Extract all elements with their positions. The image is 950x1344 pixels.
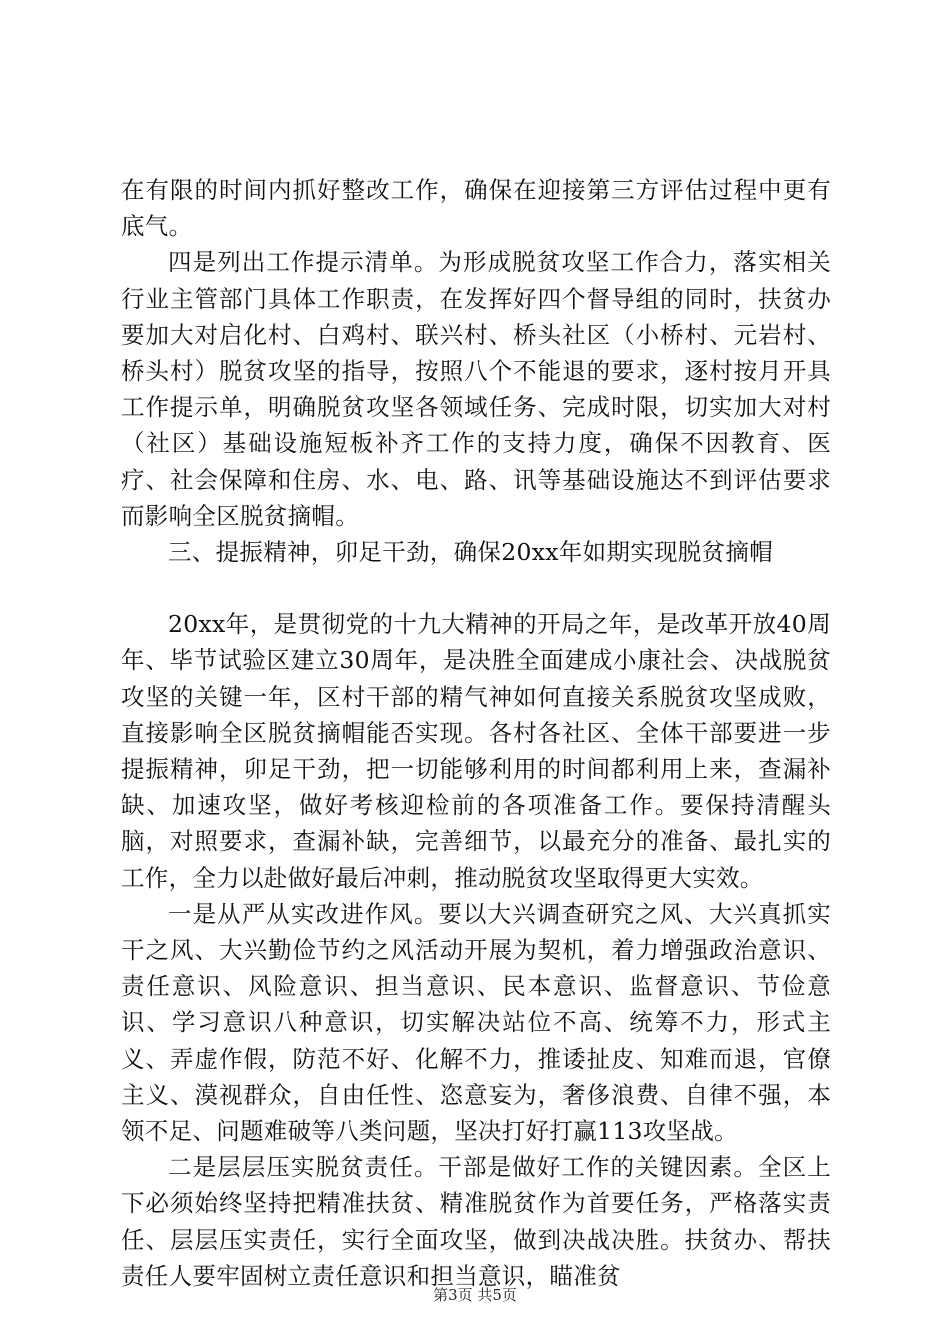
document-body [121,172,831,1294]
section-heading-three: 三、提振精神，卯足干劲，确保20xx年如期实现脱贫摘帽 [168,538,774,567]
paragraph-responsibility: 二是层层压实脱贫责任。干部是做好工作的关键因素。全区上下必须始终坚持把精准扶贫、精准脱贫作为首要任务，严格落实责任、层层压实责任，实行全面攻坚，做到决战决胜。扶贫办、帮扶责任人要牢固树立责任意识和担当意识，瞄准贫 [121,1153,831,1290]
page-footer: 第3页 共5页 [433,1286,517,1304]
paragraph-year-overview: 20xx年，是贯彻党的十九大精神的开局之年，是改革开放40周年、毕节试验区建立30周年，是决胜全面建成小康社会、决战脱贫攻坚的关键一年，区村干部的精气神如何直接关系脱贫攻坚成败，直接影响全区脱贫摘帽能否实现。各村各社区、全体干部要进一步提振精神，卯足干劲，把一切能够利用的时间都利用上来，查漏补缺、加速攻坚，做好考核迎检前的各项准备工作。要保持清醒头脑，对照要求，查漏补缺，完善细节，以最充分的准备、最扎实的工作，全力以赴做好最后冲刺，推动脱贫攻坚取得更大实效。 [121,610,831,892]
paragraph-work-reminder-list: 四是列出工作提示清单。为形成脱贫攻坚工作合力，落实相关行业主管部门具体工作职责，在发挥好四个督导组的同时，扶贫办要加大对启化村、白鸡村、联兴村、桥头社区（小桥村、元岩村、桥头村）脱贫攻坚的指导，按照八个不能退的要求，逐村按月开具工作提示单，明确脱贫攻坚各领域任务、完成时限，切实加大对村（社区）基础设施短板补齐工作的支持力度，确保不因教育、医疗、社会保障和住房、水、电、路、讯等基础设施达不到评估要求而影响全区脱贫摘帽。 [121,248,831,530]
paragraph-improve-work-style: 一是从严从实改进作风。要以大兴调查研究之风、大兴真抓实干之风、大兴勤俭节约之风活动开展为契机，着力增强政治意识、责任意识、风险意识、担当意识、民本意识、监督意识、节俭意识、学习意识八种意识，切实解决站位不高、统筹不力，形式主义、弄虚作假，防范不好、化解不力，推诿扯皮、知难而退，官僚主义、漠视群众，自由任性、恣意妄为，奢侈浪费、自律不强，本领不足、问题难破等八类问题，坚决打好打赢113攻坚战。 [121,899,831,1146]
paragraph-continuation: 在有限的时间内抓好整改工作，确保在迎接第三方评估过程中更有底气。 [121,176,831,241]
